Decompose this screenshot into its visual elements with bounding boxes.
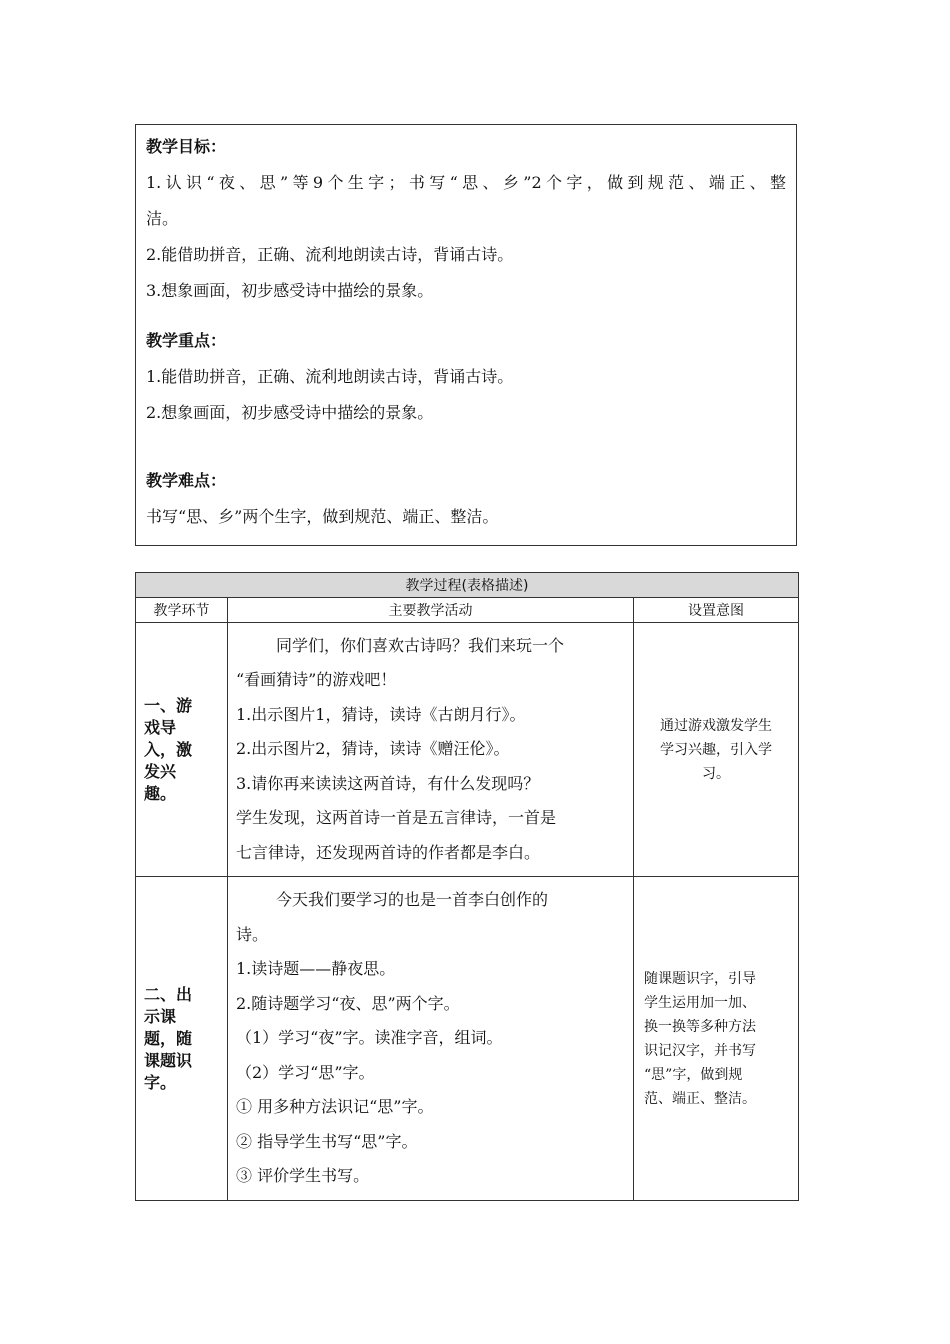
goal-item-3: 3.想象画面，初步感受诗中描绘的景象。 [146, 281, 434, 300]
activity-line: 学生发现，这两首诗一首是五言律诗，一首是 [236, 808, 557, 828]
header-stage: 教学环节 [136, 598, 228, 623]
activity-line: 七言律诗，还发现两首诗的作者都是李白。 [236, 842, 541, 862]
intent-text: 随课题识字，引导 [644, 970, 756, 987]
intent-text: “思”字，做到规 [644, 1066, 743, 1083]
table-title: 教学过程(表格描述) [136, 573, 799, 598]
goal-item-1-cont: 洁。 [146, 209, 179, 228]
activity-line: 1.读诗题——静夜思。 [236, 959, 396, 979]
activity-line: 同学们，你们喜欢古诗吗？我们来玩一个 [276, 635, 565, 655]
activity-line: （2）学习“思”字。 [236, 1062, 375, 1082]
stage-text: 入，激 [144, 739, 193, 759]
intent-text: 换一换等多种方法 [644, 1018, 756, 1035]
goal-heading: 教学目标： [146, 137, 227, 156]
difficulty-item-1: 书写“思、乡”两个生字，做到规范、端正、整洁。 [146, 507, 499, 526]
stage-text: 二、出 [144, 984, 193, 1004]
table-row [136, 623, 799, 877]
stage-text: 字。 [144, 1072, 177, 1092]
activities-cell [228, 877, 634, 1201]
activity-line: ② 指导学生书写“思”字。 [236, 1131, 418, 1151]
activity-line: 诗。 [236, 924, 269, 944]
activity-line: 1.出示图片1，猜诗，读诗《古朗月行》。 [236, 704, 526, 724]
stage-text: 题，随 [144, 1028, 193, 1048]
activity-line: （1）学习“夜”字。读准字音，组词。 [236, 1028, 503, 1048]
intent-text: 习。 [702, 765, 730, 782]
activity-line: ③ 评价学生书写。 [236, 1166, 370, 1186]
stage-text: 发兴 [144, 761, 177, 781]
stage-cell [136, 877, 228, 1201]
stage-text: 戏导 [144, 717, 177, 737]
table-header-row [136, 598, 799, 623]
intent-text: 通过游戏激发学生 [660, 717, 772, 734]
header-intent: 设置意图 [634, 598, 799, 623]
intent-text: 识记汉字，并书写 [644, 1042, 756, 1059]
difficulty-heading: 教学难点： [146, 471, 227, 490]
header-activities: 主要教学活动 [228, 598, 634, 623]
teaching-process-table [135, 572, 799, 1201]
stage-text: 课题识 [144, 1050, 193, 1070]
table-title-row [136, 573, 799, 598]
stage-text: 示课 [144, 1006, 177, 1026]
activities-cell [228, 623, 634, 877]
activity-line: “看画猜诗”的游戏吧！ [236, 670, 397, 690]
activity-line: 2.随诗题学习“夜、思”两个字。 [236, 993, 460, 1013]
activity-line: 3.请你再来读读这两首诗，有什么发现吗？ [236, 773, 540, 793]
table-row [136, 877, 799, 1201]
activity-line: 今天我们要学习的也是一首李白创作的 [276, 890, 549, 910]
key-item-2: 2.想象画面，初步感受诗中描绘的景象。 [146, 403, 434, 422]
stage-cell [136, 623, 228, 877]
key-heading: 教学重点： [146, 331, 227, 350]
goal-item-1: 1.认识“夜、思”等9个生字；书写“思、乡”2个字，做到规范、端正、整 [146, 173, 786, 192]
stage-text: 一、游 [144, 695, 193, 715]
intent-text: 学生运用加一加、 [644, 994, 756, 1011]
intent-cell [634, 623, 799, 877]
activity-line: ① 用多种方法识记“思”字。 [236, 1097, 434, 1117]
key-item-1: 1.能借助拼音，正确、流利地朗读古诗，背诵古诗。 [146, 367, 514, 386]
intent-text: 范、端正、整洁。 [644, 1090, 756, 1107]
intent-cell [634, 877, 799, 1201]
stage-text: 趣。 [144, 783, 177, 803]
goal-item-2: 2.能借助拼音，正确、流利地朗读古诗，背诵古诗。 [146, 245, 514, 264]
intent-text: 学习兴趣，引入学 [660, 741, 772, 758]
objectives-box [135, 124, 797, 546]
activity-line: 2.出示图片2，猜诗，读诗《赠汪伦》。 [236, 739, 510, 759]
